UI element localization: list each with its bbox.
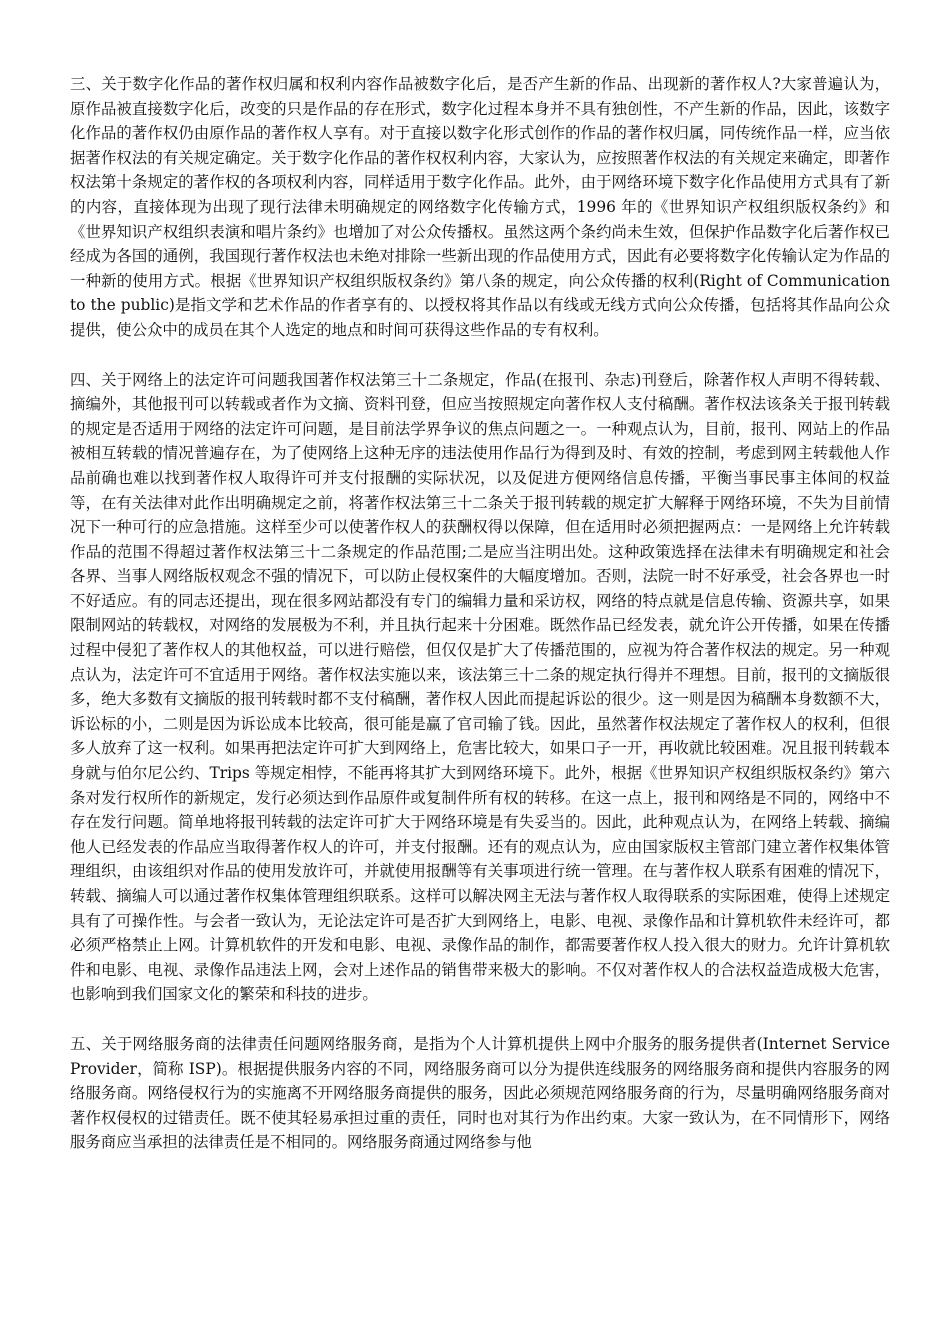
paragraph-copyright-ownership-digital-works: 三、关于数字化作品的著作权归属和权利内容作品被数字化后，是否产生新的作品、出现新的著作权人?大家普遍认为，原作品被直接数字化后，改变的只是作品的存在形式，数字化过程本身并不具有独创性，不产生新的作品，因此，该数字化作品的著作权仍由原作品的著作权人享有。对于直接以数字化形式创作的作品的著作权归属，同传统作品一样，应当依据著作权法的有关规定确定。关于数字化作品的著作权权利内容，大家认为，应按照著作权法的有关规定来确定，即著作权法第十条规定的著作权的各项权利内容，同样适用于数字化作品。此外，由于网络环境下数字化作品使用方式具有了新的内容，直接体现为出现了现行法律未明确规定的网络数字化传输方式，1996 年的《世界知识产权组织版权条约》和《世界知识产权组织表演和唱片条约》也增加了对公众传播权。虽然这两个条约尚未生效，但保护作品数字化后著作权已经成为各国的通例，我国现行著作权法也未绝对排除一些新出现的作品使用方式，因此有必要将数字化传输认定为作品的一种新的使用方式。根据《世界知识产权组织版权条约》第八条的规定，向公众传播的权利(Right of Communication to the public)是指文学和艺术作品的作者享有的、以授权将其作品以有线或无线方式向公众传播，包括将其作品向公众提供，使公众中的成员在其个人选定的地点和时间可获得这些作品的专有权利。 [70,75,890,339]
document-page [70,72,890,1180]
paragraph-statutory-license-network: 四、关于网络上的法定许可问题我国著作权法第三十二条规定，作品(在报刊、杂志)刊登后，除著作权人声明不得转载、摘编外，其他报刊可以转载或者作为文摘、资料刊登，但应当按照规定向著作权人支付稿酬。著作权法该条关于报刊转载的规定是否适用于网络的法定许可问题，是目前法学界争议的焦点问题之一。一种观点认为，目前，报刊、网站上的作品被相互转载的情况普遍存在，为了使网络上这种无序的违法使用作品行为得到及时、有效的控制，考虑到网主转载他人作品前确也难以找到著作权人取得许可并支付报酬的实际状况，以及促进方便网络信息传播，平衡当事民事主体间的权益等，在有关法律对此作出明确规定之前，将著作权法第三十二条关于报刊转载的规定扩大解释于网络环境，不失为目前情况下一种可行的应急措施。这样至少可以使著作权人的获酬权得以保障，但在适用时必须把握两点：一是网络上允许转载作品的范围不得超过著作权法第三十二条规定的作品范围;二是应当注明出处。这种政策选择在法律未有明确规定和社会各界、当事人网络版权观念不强的情况下，可以防止侵权案件的大幅度增加。否则，法院一时不好承受，社会各界也一时不好适应。有的同志还提出，现在很多网站都没有专门的编辑力量和采访权，网络的特点就是信息传输、资源共享，如果限制网站的转载权，对网络的发展极为不利，并且执行起来十分困难。既然作品已经发表，就允许公开传播，如果在传播过程中侵犯了著作权人的其他权益，可以进行赔偿，但仅仅是扩大了传播范围的，应视为符合著作权法的规定。另一种观点认为，法定许可不宜适用于网络。著作权法实施以来，该法第三十二条的规定执行得并不理想。目前，报刊的文摘版很多，绝大多数有文摘版的报刊转载时都不支付稿酬，著作权人因此而提起诉讼的很少。这一则是因为稿酬本身数额不大，诉讼标的小，二则是因为诉讼成本比较高，很可能是赢了官司输了钱。因此，虽然著作权法规定了著作权人的权利，但很多人放弃了这一权利。如果再把法定许可扩大到网络上，危害比较大，如果口子一开，再收就比较困难。况且报刊转载本身就与伯尔尼公约、Trips 等规定相悖，不能再将其扩大到网络环境下。此外，根据《世界知识产权组织版权条约》第六条对发行权所作的新规定，发行必须达到作品原件或复制件所有权的转移。在这一点上，报刊和网络是不同的，网络中不存在发行问题。简单地将报刊转载的法定许可扩大于网络环境是有失妥当的。因此，此种观点认为，在网络上转载、摘编他人已经发表的作品应当取得著作权人的许可，并支付报酬。还有的观点认为，应由国家版权主管部门建立著作权集体管理组织，由该组织对作品的使用发放许可，并就使用报酬等有关事项进行统一管理。在与著作权人联系有困难的情况下，转载、摘编人可以通过著作权集体管理组织联系。这样可以解决网主无法与著作权人取得联系的实际困难，使得上述规定具有了可操作性。与会者一致认为，无论法定许可是否扩大到网络上，电影、电视、录像作品和计算机软件未经许可，都必须严格禁止上网。计算机软件的开发和电影、电视、录像作品的制作，都需要著作权人投入很大的财力。允许计算机软件和电影、电视、录像作品违法上网，会对上述作品的销售带来极大的影响。不仅对著作权人的合法权益造成极大危害，也影响到我们国家文化的繁荣和科技的进步。 [70,370,890,1004]
paragraph-isp-legal-liability: 五、关于网络服务商的法律责任问题网络服务商，是指为个人计算机提供上网中介服务的服务提供者(Internet Service Provider，简称 ISP)。根据提供服务内容的不同，网络服务商可以分为提供连线服务的网络服务商和提供内容服务的网络服务商。网络侵权行为的实施离不开网络服务商提供的服务，因此必须规范网络服务商的行为，尽量明确网络服务商对著作权侵权的过错责任。既不使其轻易承担过重的责任，同时也对其行为作出约束。大家一致认为，在不同情形下，网络服务商应当承担的法律责任是不相同的。网络服务商通过网络参与他 [70,1034,890,1152]
